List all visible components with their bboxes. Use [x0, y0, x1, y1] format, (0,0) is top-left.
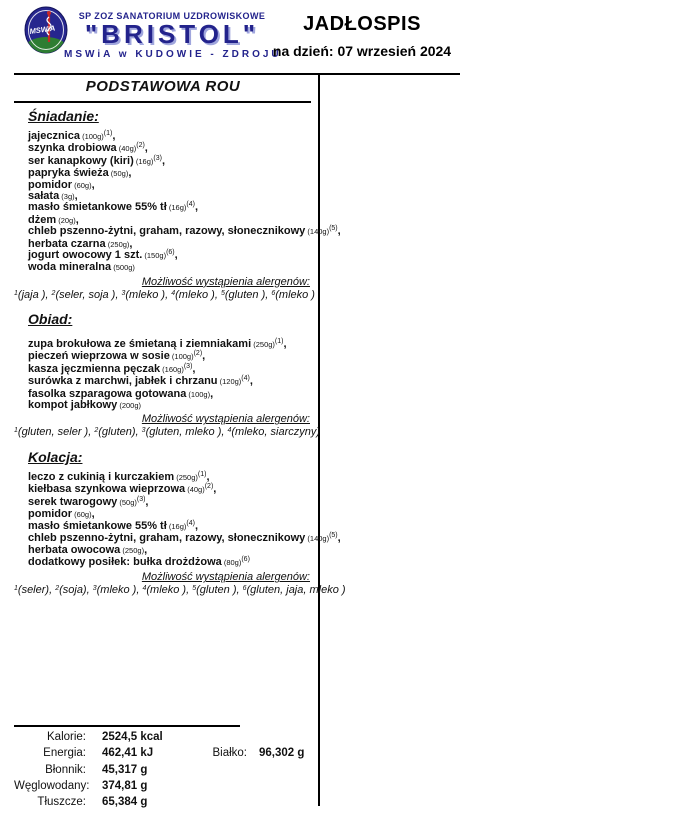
nutrition-row	[14, 745, 314, 761]
dish-portion: (40g)	[185, 485, 205, 495]
allergen-list	[14, 584, 346, 598]
item-separator: ,	[283, 338, 287, 350]
dish-portion: (40g)	[116, 144, 137, 154]
dish-name: herbata czarna	[28, 237, 106, 250]
allergen-heading	[14, 413, 310, 426]
menu-item	[28, 202, 312, 214]
allergen-ref: (2)	[204, 483, 214, 491]
nutrition-extra	[200, 747, 304, 759]
allergen-text: (mleko )	[275, 288, 315, 301]
item-separator: ,	[210, 387, 214, 400]
item-separator: ,	[74, 190, 78, 203]
allergen-text: (soja),	[59, 584, 93, 597]
allergen-list	[14, 426, 321, 440]
nutrition-row	[14, 778, 314, 794]
item-separator: ,	[91, 178, 95, 191]
nutrition-rows	[14, 729, 314, 810]
dish-name: masło śmietankowe 55% tł	[28, 201, 167, 214]
dish-name: szynka drobiowa	[28, 142, 117, 155]
item-separator: ,	[194, 201, 198, 214]
menu-item	[28, 400, 312, 411]
allergen-number: 3	[121, 289, 126, 297]
allergen-ref: (3)	[153, 154, 162, 162]
item-separator: ,	[161, 154, 165, 167]
item-separator: ,	[337, 225, 341, 238]
dish-name: dżem	[28, 213, 57, 226]
dish-portion: (50g)	[117, 497, 137, 507]
nutrition-value: 45,317 g	[102, 763, 148, 776]
item-separator: ,	[202, 350, 206, 363]
allergen-ref: (5)	[329, 532, 338, 540]
mswia-logo	[24, 6, 68, 54]
brand-block	[64, 11, 280, 60]
item-separator: ,	[213, 483, 217, 496]
header-divider	[14, 73, 460, 75]
allergen-text: (mleko, siarczyny)	[231, 426, 321, 439]
allergen-number: 3	[141, 427, 146, 435]
nutrition-label: Węglowodany:	[14, 780, 90, 793]
meal-items	[28, 471, 341, 569]
allergen-number: 2	[94, 427, 99, 435]
allergen-number: 3	[92, 585, 97, 593]
allergen-text: (seler, soja ),	[55, 288, 122, 301]
dish-portion: (100g)	[186, 389, 211, 399]
allergen-ref: (2)	[136, 142, 145, 150]
item-separator: ,	[128, 167, 132, 180]
dish-portion: (200g)	[117, 401, 142, 411]
item-separator: ,	[174, 249, 178, 262]
dish-name: ser kanapkowy (kiri)	[28, 154, 134, 167]
item-separator: ,	[144, 142, 148, 155]
dish-portion: (140g)	[305, 534, 330, 544]
dish-name: kiełbasa szynkowa wieprzowa	[28, 483, 186, 496]
diet-name: PODSTAWOWA ROU	[85, 78, 241, 95]
allergen-number: 1	[14, 289, 18, 297]
nutrition-value: 374,81 g	[102, 780, 148, 793]
document-date: na dzień: 07 wrzesień 2024	[272, 43, 452, 59]
item-separator: ,	[206, 471, 210, 483]
org-location-line: MSWiA w KUDOWIE - ZDROJU	[64, 49, 282, 60]
dish-portion: (16g)	[166, 203, 187, 213]
allergen-ref: (4)	[186, 201, 195, 209]
allergen-text: (gluten ),	[196, 584, 243, 597]
dish-name: kompot jabłkowy	[28, 399, 118, 412]
meal-section-kolacja	[14, 448, 346, 598]
dish-portion: (50g)	[108, 169, 129, 179]
nutrition-divider	[14, 725, 240, 727]
allergen-ref: (1)	[197, 471, 207, 478]
allergen-ref: (6)	[166, 249, 175, 257]
nutrition-label: Energia:	[43, 747, 86, 760]
allergen-text: (mleko ),	[96, 584, 143, 597]
nutrition-label: Kalorie:	[47, 731, 86, 744]
allergen-number: 5	[220, 289, 225, 297]
allergen-number: 6	[242, 585, 247, 593]
dish-portion: (80g)	[221, 557, 242, 567]
diet-divider	[14, 101, 311, 103]
allergen-heading-text: Możliwość wystąpienia alergenów:	[141, 275, 310, 288]
nutrition-label: Białko:	[212, 747, 247, 760]
dish-portion: (20g)	[56, 215, 76, 225]
nutrition-summary	[14, 729, 314, 810]
dish-name: woda mineralna	[28, 261, 112, 274]
nutrition-row	[14, 729, 314, 745]
allergen-number: 5	[192, 585, 197, 593]
dish-name: masło śmietankowe 55% tł	[28, 519, 167, 532]
dish-portion: (140g)	[305, 227, 330, 237]
item-separator: ,	[249, 375, 253, 388]
item-separator: ,	[129, 237, 133, 250]
allergen-text: (jaja ),	[17, 288, 52, 301]
org-name-line: SP ZOZ SANATORIUM UZDROWISKOWE	[78, 11, 266, 21]
dish-name: surówka z marchwi, jabłek i chrzanu	[28, 375, 218, 388]
nutrition-row	[14, 794, 314, 810]
menu-item	[28, 262, 312, 273]
item-separator: ,	[337, 532, 341, 545]
dish-name: pieczeń wieprzowa w sosie	[28, 350, 170, 363]
mswia-badge-icon	[24, 6, 68, 54]
item-separator: ,	[91, 508, 95, 521]
allergen-ref: (5)	[329, 225, 338, 233]
meal-items	[28, 130, 341, 274]
meal-heading-obiad: Obiad:	[28, 311, 73, 327]
menu-item	[28, 180, 312, 191]
allergen-ref: (4)	[186, 519, 195, 527]
nutrition-value: 2524,5 kcal	[102, 731, 163, 744]
dish-portion: (250g)	[120, 546, 145, 556]
dish-name: leczo z cukinią i kurczakiem	[28, 471, 175, 483]
dish-name: chleb pszenno-żytni, graham, razowy, słonecznikowy	[28, 532, 306, 545]
allergen-text: (mleko ),	[175, 288, 221, 301]
allergen-heading-text: Możliwość wystąpienia alergenów:	[141, 413, 310, 426]
item-separator: ,	[192, 362, 196, 375]
allergen-block	[14, 571, 346, 598]
allergen-text: (mleko ),	[125, 288, 172, 301]
allergen-heading	[14, 276, 310, 289]
nutrition-label: Błonnik:	[45, 763, 86, 776]
dish-portion: (100g)	[169, 352, 194, 362]
dish-name: papryka świeża	[28, 167, 109, 180]
allergen-text: (gluten),	[98, 426, 142, 439]
allergen-text: (mleko ),	[146, 584, 193, 597]
dish-name: pomidor	[28, 508, 72, 521]
meal-heading-kolacja: Kolacja:	[28, 449, 83, 465]
allergen-number: 4	[171, 289, 176, 297]
meal-section-obiad	[14, 310, 321, 440]
allergen-number: 4	[142, 585, 147, 593]
dish-portion: (60g)	[72, 510, 92, 520]
allergen-number: 6	[271, 289, 276, 297]
nutrition-value: 462,41 kJ	[102, 747, 154, 760]
meal-section-sniadanie	[14, 107, 341, 303]
dish-portion: (3g)	[59, 192, 75, 202]
item-separator: ,	[194, 519, 198, 532]
allergen-heading	[14, 571, 310, 584]
allergen-number: 1	[14, 585, 18, 593]
dish-name: serek twarogowy	[28, 495, 118, 508]
dish-portion: (150g)	[142, 251, 167, 261]
allergen-heading-text: Możliwość wystąpienia alergenów:	[141, 571, 310, 584]
item-separator: ,	[112, 130, 116, 142]
allergen-text: (seler),	[17, 584, 56, 597]
allergen-ref: (6)	[241, 555, 250, 563]
meal-items	[28, 339, 312, 411]
dish-name: chleb pszenno-żytni, graham, razowy, słonecznikowy	[28, 225, 306, 238]
dish-portion: (120g)	[217, 377, 242, 387]
allergen-number: 4	[227, 427, 232, 435]
dish-name: pomidor	[28, 178, 72, 191]
dish-portion: (250g)	[105, 239, 130, 249]
dish-name: jajecznica	[28, 130, 80, 142]
item-separator: ,	[75, 213, 79, 226]
meal-heading-sniadanie: Śniadanie:	[28, 108, 99, 124]
dish-name: jogurt owocowy 1 szt.	[28, 249, 143, 262]
allergen-number: 2	[55, 585, 60, 593]
item-separator: ,	[144, 544, 148, 557]
allergen-ref: (2)	[193, 350, 203, 358]
column-divider	[318, 74, 320, 806]
allergen-ref: (1)	[274, 338, 284, 345]
dish-portion: (250g)	[251, 340, 275, 349]
dish-name: herbata owocowa	[28, 544, 121, 557]
dish-portion: (60g)	[72, 180, 92, 190]
allergen-list	[14, 288, 315, 303]
hotel-name: "BRISTOL"	[84, 19, 260, 49]
dish-portion: (250g)	[174, 473, 198, 482]
dish-name: sałata	[28, 190, 60, 203]
dish-portion: (16g)	[133, 156, 154, 166]
allergen-ref: (3)	[183, 362, 193, 370]
dish-name: zupa brokułowa ze śmietaną i ziemniakami	[28, 338, 252, 350]
title-block	[272, 13, 452, 59]
allergen-text: (gluten, jaja, mleko )	[246, 584, 346, 597]
nutrition-value: 96,302 g	[259, 747, 305, 760]
dish-name: dodatkowy posiłek: bułka drożdżowa	[28, 555, 222, 568]
allergen-ref: (4)	[241, 375, 250, 383]
nutrition-label: Tłuszcze:	[37, 796, 86, 809]
allergen-text: (gluten, mleko ),	[145, 426, 228, 439]
dish-portion: (500g)	[111, 263, 135, 273]
document-title: JADŁOSPIS	[303, 13, 421, 35]
allergen-number: 2	[51, 289, 56, 297]
allergen-ref: (3)	[136, 495, 146, 503]
allergen-text: (gluten ),	[224, 288, 272, 301]
allergen-number: 1	[14, 427, 18, 435]
allergen-text: (gluten, seler ),	[17, 426, 95, 439]
item-separator: ,	[145, 495, 149, 508]
logo-text: MSWiA	[29, 23, 56, 36]
dish-portion: (16g)	[166, 521, 187, 531]
nutrition-value: 65,384 g	[102, 796, 148, 809]
allergen-ref: (1)	[103, 130, 113, 137]
nutrition-row	[14, 762, 314, 778]
menu-item	[28, 557, 312, 569]
dish-name: kasza jęczmienna pęczak	[28, 362, 161, 375]
dish-portion: (100g)	[79, 132, 104, 141]
allergen-block	[14, 413, 321, 440]
allergen-block	[14, 275, 315, 303]
dish-portion: (160g)	[160, 364, 184, 374]
dish-name: fasolka szparagowa gotowana	[28, 387, 187, 400]
